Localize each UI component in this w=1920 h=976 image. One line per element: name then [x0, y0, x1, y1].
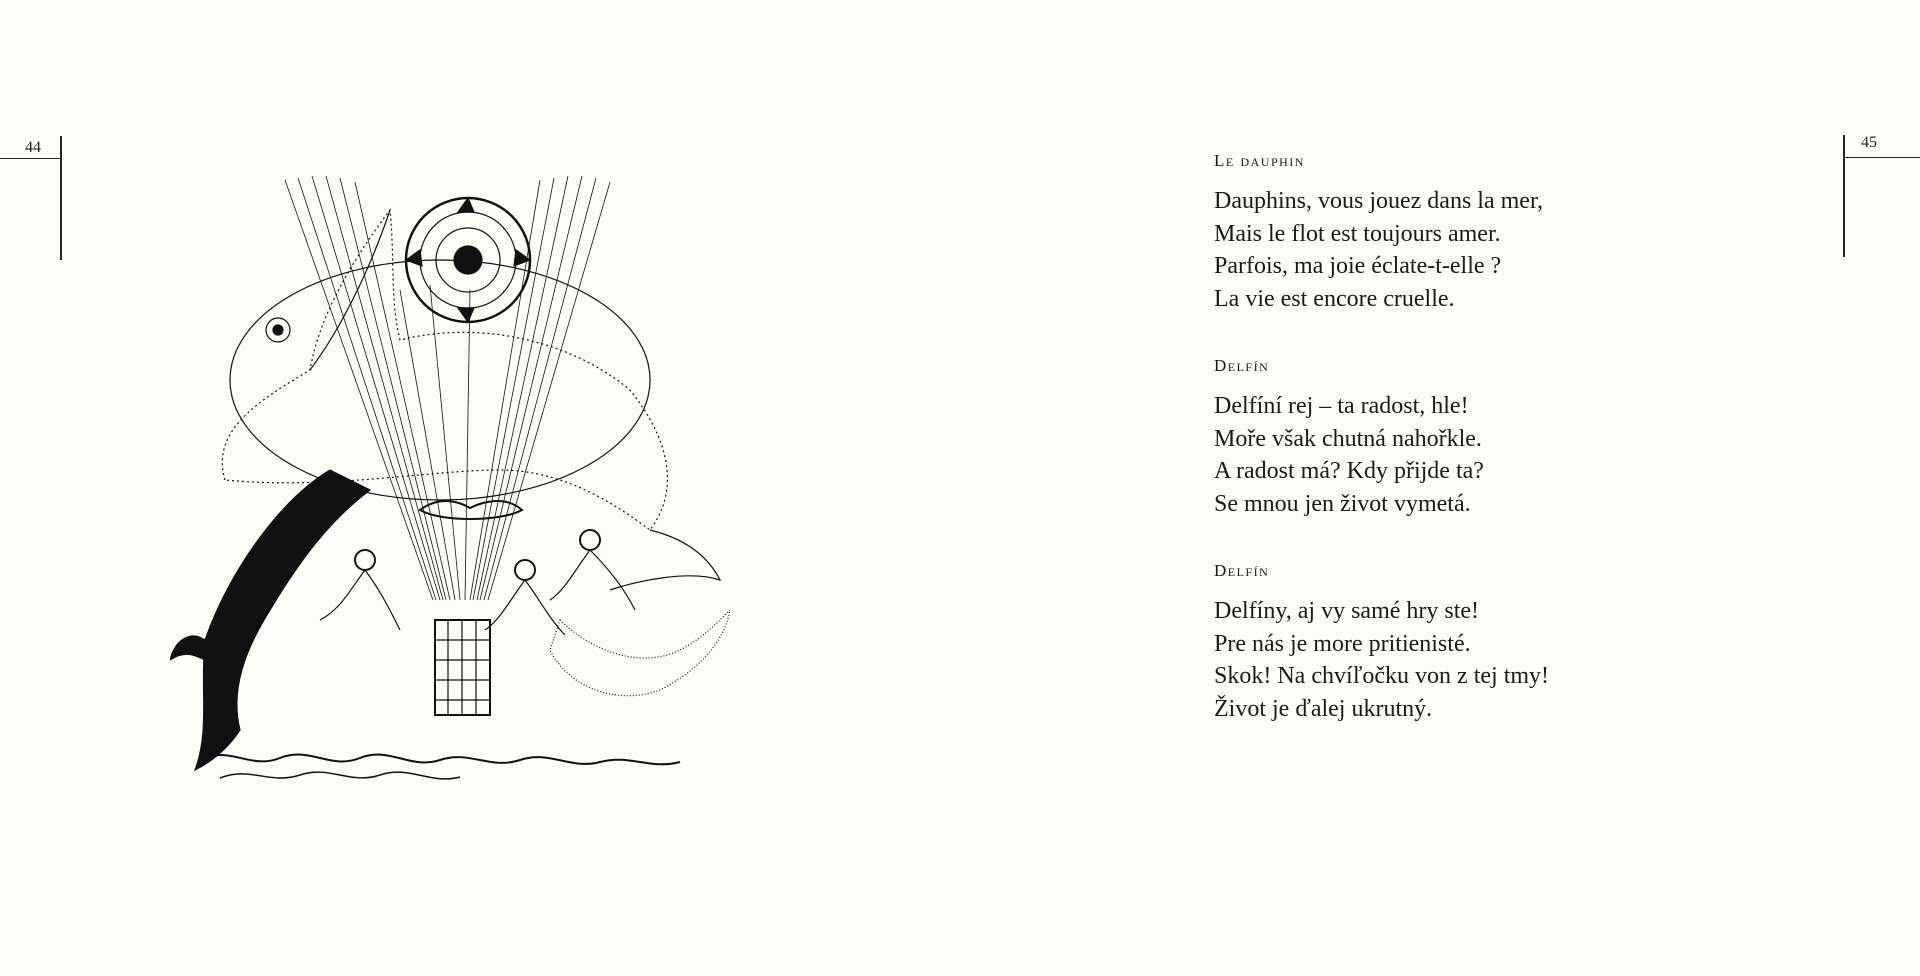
- poem-line: Delfíny, aj vy samé hry ste!: [1214, 598, 1480, 624]
- poem: [1214, 560, 1774, 725]
- seal-figure: [550, 610, 730, 696]
- corner-rule-vertical-right: [1843, 135, 1845, 257]
- dolphin-balloon-illustration: [170, 170, 730, 790]
- corner-rule-vertical-left: [60, 136, 62, 260]
- poem-line: Moře však chutná nahořkle.: [1214, 425, 1482, 452]
- poem-title: Le dauphin: [1214, 151, 1305, 170]
- corner-rule-horizontal-right: [1843, 157, 1920, 158]
- poem-line: Život je ďalej ukrutný.: [1214, 695, 1433, 722]
- poem-line: A radost má? Kdy přijde ta?: [1214, 458, 1484, 484]
- poem-title: Delfín: [1214, 356, 1270, 375]
- poem-title: Delfín: [1214, 561, 1270, 580]
- poem-line: Dauphins, vous jouez dans la mer,: [1214, 188, 1543, 214]
- poem-line: Skok! Na chvíľočku von z tej tmy!: [1214, 663, 1550, 689]
- page-number-right: 45: [1861, 134, 1877, 151]
- page-number-left: 44: [25, 139, 41, 156]
- waves: [200, 755, 680, 765]
- poem-line: Se mnou jen život vymetá.: [1214, 490, 1471, 517]
- corner-rule-horizontal-left: [0, 158, 62, 159]
- lips: [420, 501, 522, 519]
- balloon-ropes: [285, 176, 610, 600]
- jumping-dolphin: [195, 470, 370, 770]
- poem-line: La vie est encore cruelle.: [1214, 285, 1455, 312]
- poems-column: [1214, 150, 1774, 765]
- large-dolphin-outline: [222, 210, 667, 530]
- poem-line: Parfois, ma joie éclate-t-elle ?: [1214, 253, 1502, 279]
- poem: [1214, 150, 1774, 315]
- poem: [1214, 355, 1774, 520]
- poem-line: Delfíní rej – ta radost, hle!: [1214, 393, 1469, 419]
- poem-line: Mais le flot est toujours amer.: [1214, 220, 1501, 247]
- poem-line: Pre nás je more pritienisté.: [1214, 630, 1471, 657]
